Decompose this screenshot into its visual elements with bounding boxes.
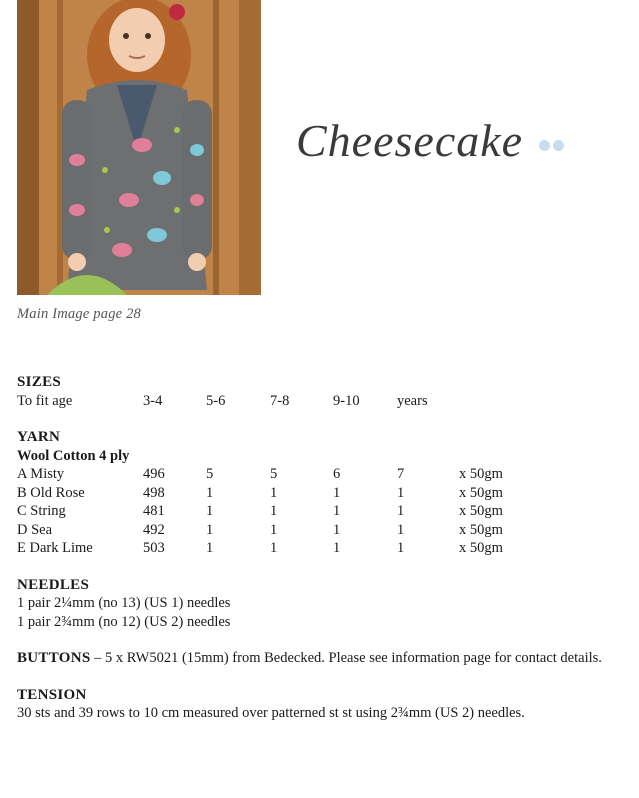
yarn-heading: YARN bbox=[17, 429, 61, 445]
yarn-code: 498 bbox=[143, 484, 165, 501]
buttons-heading: BUTTONS bbox=[17, 650, 91, 666]
yarn-code: 496 bbox=[143, 466, 165, 482]
yarn-qty: 1 bbox=[333, 503, 341, 519]
buttons-text: – 5 x RW5021 (15mm) from Bedecked. Please see information page for contact details. bbox=[90, 650, 602, 666]
yarn-qty: 1 bbox=[206, 521, 214, 538]
yarn-row bbox=[17, 465, 617, 484]
yarn-unit: x 50gm bbox=[459, 540, 503, 556]
yarn-row bbox=[17, 539, 617, 558]
yarn-row bbox=[17, 521, 617, 540]
needles-line: 1 pair 2¾mm (no 12) (US 2) needles bbox=[17, 613, 231, 630]
title-dots bbox=[539, 140, 567, 151]
tension-text: 30 sts and 39 rows to 10 cm measured over patterned st st using 2¾mm (US 2) needles. bbox=[17, 705, 525, 721]
pattern-title: Cheesecake bbox=[296, 115, 524, 166]
yarn-unit: x 50gm bbox=[459, 484, 503, 501]
sizes-heading: SIZES bbox=[17, 374, 62, 390]
yarn-label: D Sea bbox=[17, 521, 53, 538]
yarn-qty: 1 bbox=[270, 484, 278, 501]
yarn-qty: 1 bbox=[206, 484, 214, 501]
yarn-label: C String bbox=[17, 503, 66, 519]
girl-in-cardigan-illustration bbox=[17, 0, 261, 295]
yarn-qty: 1 bbox=[333, 540, 341, 556]
pattern-details bbox=[17, 373, 617, 723]
yarn-qty: 1 bbox=[397, 484, 405, 501]
needles-heading: NEEDLES bbox=[17, 576, 90, 593]
decorative-dot bbox=[553, 140, 564, 151]
yarn-unit: x 50gm bbox=[459, 503, 503, 519]
size-value: 5-6 bbox=[206, 392, 226, 409]
size-value: 7-8 bbox=[270, 392, 290, 409]
yarn-qty: 1 bbox=[206, 540, 214, 556]
yarn-qty: 1 bbox=[333, 521, 341, 538]
yarn-label: B Old Rose bbox=[17, 484, 85, 501]
tension-heading: TENSION bbox=[17, 686, 87, 703]
needles-line: 1 pair 2¼mm (no 13) (US 1) needles bbox=[17, 595, 231, 611]
yarn-qty: 1 bbox=[270, 521, 278, 538]
yarn-qty: 1 bbox=[270, 540, 278, 556]
yarn-row bbox=[17, 502, 617, 521]
image-caption: Main Image page 28 bbox=[17, 306, 142, 322]
yarn-qty: 1 bbox=[397, 503, 405, 519]
yarn-qty: 1 bbox=[397, 521, 405, 538]
yarn-code: 481 bbox=[143, 503, 165, 519]
yarn-unit: x 50gm bbox=[459, 466, 503, 482]
yarn-qty: 7 bbox=[397, 466, 405, 482]
buttons-paragraph bbox=[17, 649, 617, 668]
yarn-unit: x 50gm bbox=[459, 521, 503, 538]
decorative-dot bbox=[539, 140, 550, 151]
yarn-label: A Misty bbox=[17, 466, 65, 482]
main-photo bbox=[17, 0, 261, 295]
yarn-code: 503 bbox=[143, 540, 165, 556]
yarn-qty: 1 bbox=[206, 503, 214, 519]
yarn-qty: 6 bbox=[333, 466, 341, 482]
yarn-name: Wool Cotton 4 ply bbox=[17, 447, 130, 464]
size-value: 3-4 bbox=[143, 392, 163, 409]
yarn-row bbox=[17, 484, 617, 503]
yarn-qty: 1 bbox=[333, 484, 341, 501]
yarn-qty: 5 bbox=[206, 466, 214, 482]
yarn-label: E Dark Lime bbox=[17, 540, 93, 556]
title-block bbox=[296, 114, 567, 167]
yarn-qty: 1 bbox=[397, 540, 405, 556]
sizes-row bbox=[17, 392, 617, 411]
size-value: 9-10 bbox=[333, 392, 360, 409]
sizes-label: To fit age bbox=[17, 392, 73, 409]
sizes-unit: years bbox=[397, 392, 428, 409]
yarn-code: 492 bbox=[143, 521, 165, 538]
yarn-qty: 5 bbox=[270, 466, 278, 482]
yarn-qty: 1 bbox=[270, 503, 278, 519]
